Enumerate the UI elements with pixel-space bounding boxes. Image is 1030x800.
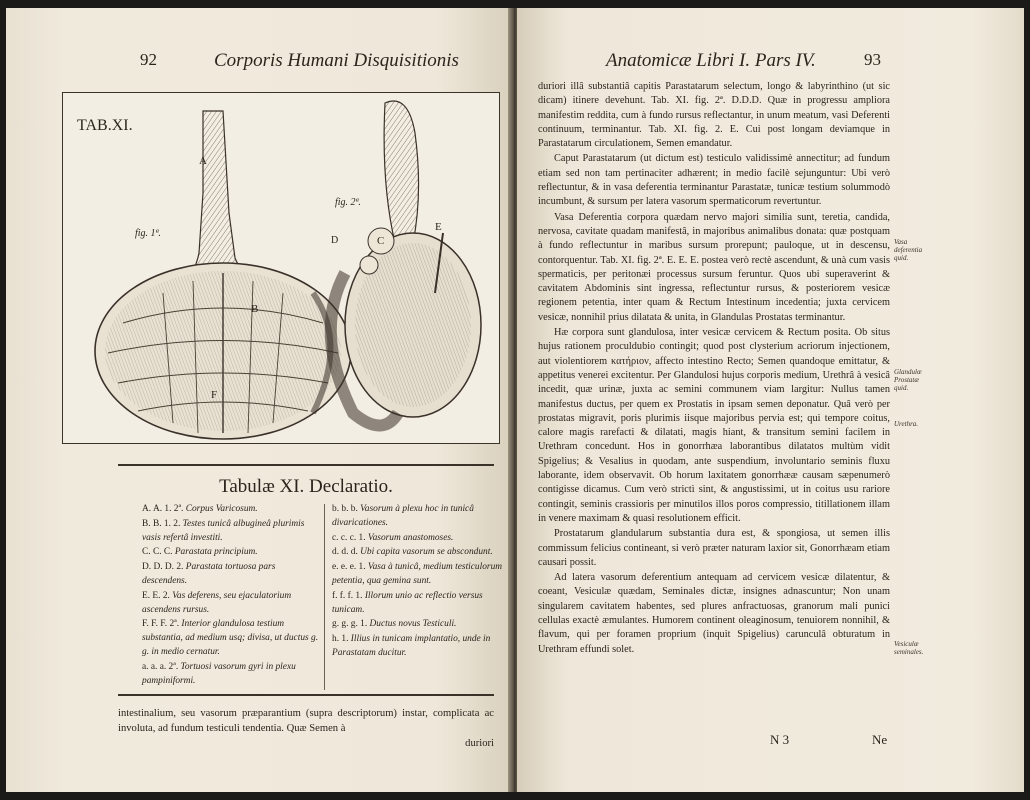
letter-d: D <box>331 235 339 246</box>
declaratio-entry <box>332 545 510 559</box>
entry-key: g. g. g. 1. <box>332 619 368 630</box>
entry-desc: Testes tunicâ albugineâ plurimis vasis refertâ investiti. <box>142 518 305 543</box>
fig2-label: fig. 2ª. <box>335 197 361 208</box>
letter-b: B <box>251 303 259 315</box>
paragraph: Caput Parastatarum (ut dictum est) testiculo validissimè annectitur; ad fundum etiam sed non tam pertinaciter adhærent; in medio facilè sejunguntur: Ubi verò reflectuntur, & in vasa deferentia terminantur Parastatæ, tunicæ testium solummodò incumbunt, & sursum per latera vasorum spermaticorum revertuntur. <box>538 153 890 208</box>
marginal-note: Vasa deferentia quid. <box>894 238 923 262</box>
entry-desc: Parastata tortuosa pars descendens. <box>142 561 276 586</box>
entry-desc: Vasorum à plexu hoc in tunicâ divaricationes. <box>332 504 474 529</box>
entry-desc: Tortuosi vasorum gyri in plexu pampiniformi. <box>142 662 296 687</box>
entry-desc: Interior glandulosa testium substantia, ad medium usq; divisa, ut ductus g. g. in medio cernatur. <box>142 619 319 658</box>
fig1-label: fig. 1ª. <box>135 228 161 239</box>
entry-desc: Vas deferens, seu ejaculatorium ascendens rursus. <box>142 590 292 615</box>
left-body-paragraph: intestinalium, seu vasorum præparantium (supra descriptorum) instar, complicata ac involuta, ad fundum testiculi tendentia. Quæ Semen à <box>118 708 494 734</box>
entry-key: B. B. 1. 2. <box>142 518 181 529</box>
signature-mark: N 3 <box>770 732 790 747</box>
rule-bottom <box>118 694 494 696</box>
entry-key: F. F. F. 2ª. <box>142 619 180 630</box>
caput-small-fig2 <box>360 256 378 274</box>
right-page-body-text <box>538 80 890 658</box>
rule-top <box>118 464 494 466</box>
paragraph: Hæ corpora sunt glandulosa, inter vesicæ cervicem & Rectum posita. Ob situs hujus rationem proculdubio contingit; quod post clysterium acriorum injectionem, aut violentiorem κατήριον, affecto intestino Recto; Semen quandoque emittatur, & appetitus venerei excitentur. Per Glandulosi hujus corporis medium, Urethrâ à vesicâ incedit, quæ urinæ, juxta ac semini communem viam largitur: Nullus tamen manifestus ductus, per quem ex Prostatis in ipsam semen deponatur. Quâ verò per prostatas migravit, poris plurimis iisque majoribus pervia est; qui tempore coitus, calore magis rarefacti & dilatati, magis hiant, & transitum semini facilem in Urethram concedunt. Hos in gonorrhæa laborantibus dilatatos multùm vidit Spigelius; & Vesalius in quodam, ante suspendium, involuntario seminis fluxu laborante, idem observavit. Ob horum laxitatem gonorrhææ causam sæpenumerò contigisse dicamus. Cum verò strictì sint, & angustissimi, ut in coitus usu rariore contingit, seminis crassioris per minutilos illos poros compressio, titillationem illam in venere maximam & quasi resolutionem efficit. <box>538 327 890 524</box>
entry-desc: Ubi capita vasorum se abscondunt. <box>360 547 493 558</box>
declaratio-entry <box>142 502 320 516</box>
declaratio-entry <box>332 617 510 631</box>
left-page-body-text <box>118 706 494 751</box>
paragraph: Ad latera vasorum deferentium antequam ad cervicem vesicæ dilatentur, & coeant, Vesiculæ quædam, Seminales dictæ, insignes adnascuntur; Non unam singularem cavitatem habentes, sed plures anfractuosas, granorum mali punici cellulas exactè æmulantes. Humorem continent oleaginosum, tenuiorem nonnihil, & flavum, qui per foramen proprium (inquit Spigelius) carunculâ obturatum in Urethram effundi solet. <box>538 572 890 655</box>
entry-desc: Illorum unio ac reflectio versus tunicam. <box>332 590 483 615</box>
running-head-left: Corporis Humani Disquisitionis <box>214 50 459 71</box>
anatomical-plate <box>62 92 500 444</box>
declaratio-entry <box>332 632 510 660</box>
plate-engraving <box>63 93 499 443</box>
declaratio-entry <box>142 560 320 588</box>
entry-desc: Ductus novus Testiculi. <box>369 619 457 630</box>
declaratio-entry <box>332 589 510 617</box>
declaratio-entry <box>142 517 320 545</box>
entry-key: A. A. 1. 2ª. <box>142 504 184 514</box>
declaratio-entry <box>142 660 320 688</box>
entry-key: e. e. e. 1. <box>332 561 366 572</box>
declaratio-divider <box>324 504 325 690</box>
catchword-left: duriori <box>465 738 494 749</box>
letter-e: E <box>435 221 442 233</box>
declaratio-entry <box>332 560 510 588</box>
entry-desc: Vasorum anastomoses. <box>367 532 454 543</box>
paragraph: duriori illâ substantiâ capitis Parastatarum selectum, longo & labyrinthino (ut sic dicam) itinere devehunt. Tab. XI. fig. 2ª. D.D.D. Quæ in progressu ampliora manifestim reddita, cum à fundo rursus reflectantur, in unum meatum, vasi Deferenti continuum, terminantur. Tab. XI. fig. 2. E. Cui post longam deviamque in Parastatarum circulationem, Semen emandatur. <box>538 81 890 150</box>
running-head-right: Anatomicæ Libri I. Pars IV. <box>606 50 816 71</box>
plate-label: TAB.XI. <box>77 117 133 134</box>
entry-desc: Illius in tunicam implantatio, unde in Parastatam ducitur. <box>332 633 491 658</box>
entry-key: b. b. b. <box>332 504 358 514</box>
spermatic-cord <box>183 111 263 283</box>
entry-key: E. E. 2. <box>142 590 170 601</box>
entry-desc: Parastata principium. <box>174 547 258 558</box>
page-number-left: 92 <box>140 50 157 69</box>
entry-key: h. 1. <box>332 633 349 644</box>
declaratio-title: Tabulæ XI. Declaratio. <box>219 476 393 497</box>
paragraph: Vasa Deferentia corpora quædam nervo majori similia sunt, teretia, candida, nervosa, cavitate quadam manifestâ, in majoribus animalibus donata: quæ postquam à fundo reflectuntur in maribus sursum prorepunt; pauloque, ut in descensu, contorquentur. Tab. XI. fig. 2ª. E. E. E. postea verò rectè ascendunt, & unà cum vasis spermaticis, per peritonæi processus sursum feruntur. Quos ubi superaverint & cavitatem Abdominis sint ingressa, reflectuntur rursus, & posteriorem vesicæ regionem petentia, inter quam & Rectum Intestinum incedentia; juxta cervicem vesicæ, nonnihil prius dilatata & unita, in Glandulas Prostatas terminantur. <box>538 211 890 323</box>
declaratio-entry <box>142 617 320 659</box>
declaratio-left-column <box>142 502 320 689</box>
entry-key: D. D. D. 2. <box>142 561 184 572</box>
letter-c: C <box>377 235 385 247</box>
paragraph: Prostatarum glandularum substantia dura est, & spongiosa, ut semen illis commissum felicius contineant, si verò præter naturam laxior sit, Gonorrhæam etiam causari possit. <box>538 528 890 568</box>
entry-key: f. f. f. 1. <box>332 590 363 601</box>
marginal-note: Glandulæ Prostatæ quid. <box>894 368 922 392</box>
entry-desc: Corpus Varicosum. <box>185 504 258 514</box>
marginal-note: Vesiculæ seminales. <box>894 640 924 656</box>
declaratio-entry <box>142 589 320 617</box>
letter-f: F <box>211 389 218 401</box>
letter-a: A <box>199 155 207 167</box>
entry-key: d. d. d. <box>332 547 358 558</box>
declaratio-entry <box>332 531 510 545</box>
page-number-right: 93 <box>864 50 881 69</box>
entry-desc: Vasa à tunicâ, medium testiculorum petentia, qua gemina sunt. <box>332 561 503 586</box>
pampiniform-plexus <box>384 101 418 243</box>
entry-key: a. a. a. 2ª. <box>142 662 179 673</box>
declaratio-right-column <box>332 502 510 661</box>
declaratio-entry <box>332 502 510 530</box>
entry-key: c. c. c. 1. <box>332 532 366 543</box>
entry-key: C. C. C. <box>142 547 173 558</box>
declaratio-entry <box>142 545 320 559</box>
catchword-right: Ne <box>872 732 888 747</box>
marginal-note: Urethra. <box>894 420 919 428</box>
